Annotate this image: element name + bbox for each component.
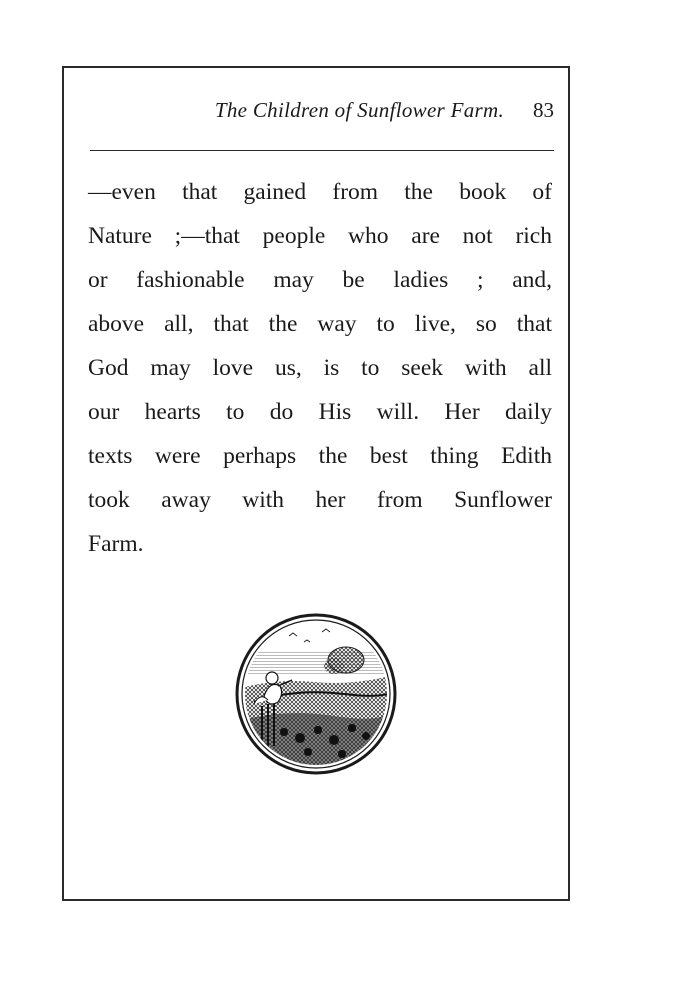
text-line: our hearts to do His will. Her daily bbox=[88, 399, 552, 425]
text-line: God may love us, is to seek with all bbox=[88, 355, 552, 381]
header-rule bbox=[90, 150, 554, 151]
text-line: —even that gained from the book of bbox=[88, 179, 552, 205]
body-text bbox=[88, 170, 552, 566]
running-title: The Children of Sunflower Farm. bbox=[214, 98, 504, 122]
text-line: or fashionable may be ladies ; and, bbox=[88, 267, 552, 293]
text-line: above all, that the way to live, so that bbox=[88, 311, 552, 337]
text-line: texts were perhaps the best thing Edith bbox=[88, 443, 552, 469]
running-head bbox=[90, 98, 554, 128]
text-line: Nature ;—that people who are not rich bbox=[88, 223, 552, 249]
vignette-illustration bbox=[234, 612, 398, 776]
text-line: took away with her from Sunflower bbox=[88, 487, 552, 513]
text-line: Farm. bbox=[88, 531, 144, 557]
page-number: 83 bbox=[533, 98, 554, 122]
